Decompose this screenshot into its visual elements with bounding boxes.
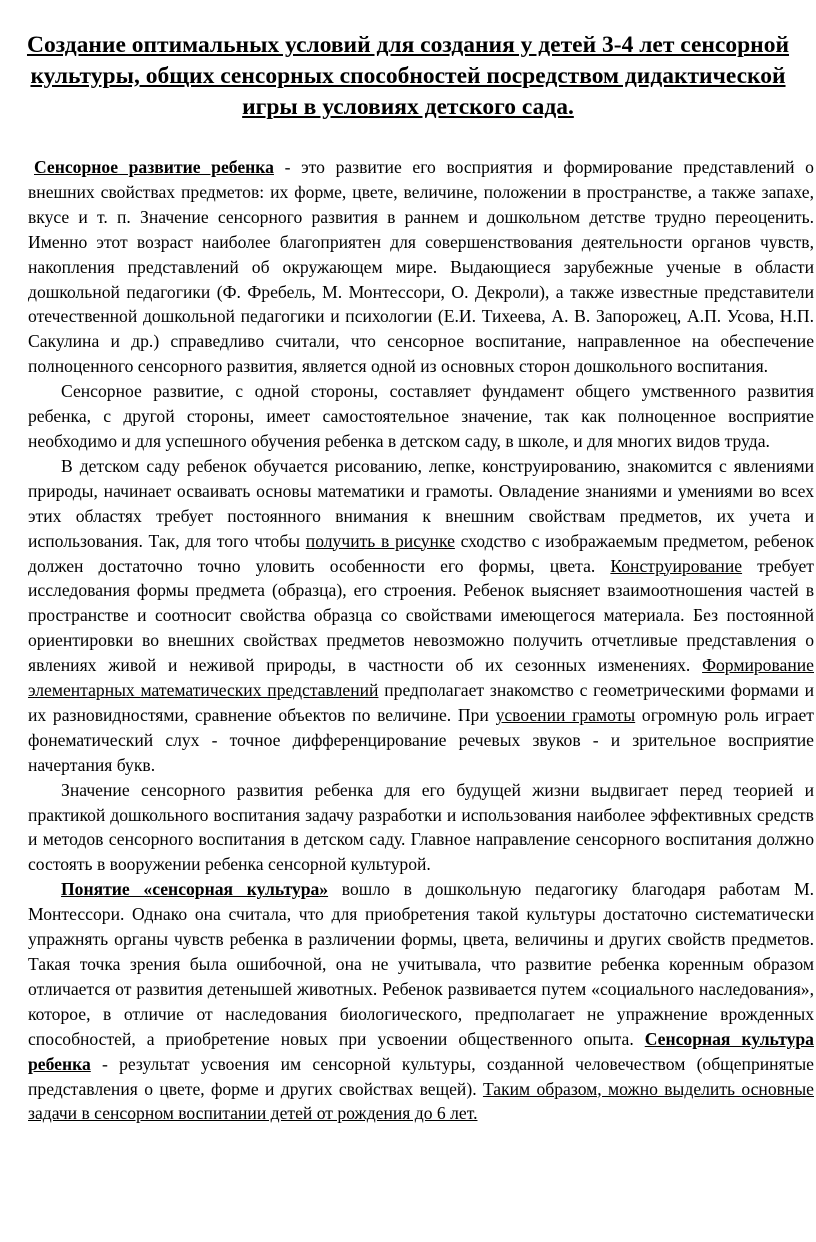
document-title: Создание оптимальных условий для создания у детей 3-4 лет сенсорной культуры, общих сенсорных способностей посредством дидактической игры в условиях детского сада. [26, 32, 790, 120]
paragraph-3-text-5: огромную роль играет фонематический слух - точное дифференцирование речевых звуков - и зрительное восприятие начертания букв. [28, 704, 814, 775]
paragraph-3-text-3: требует исследования формы предмета (образца), его строения. Ребенок выясняет взаимоотношения частей в пространстве и соотносит свойства образца со свойствами имеющегося материала. Без постоянной ориентировки во внешних свойствах предметов невозможно получить отчетливые представления о явлениях живой и неживой природы, в частности об их сезонных изменениях. [28, 555, 814, 676]
term-sensory-development: Сенсорное развитие ребенка [34, 157, 274, 177]
paragraph-5 [28, 877, 814, 1126]
underlined-conclusion: Таким образом, можно выделить основные задачи в сенсорном воспитании детей от рождения до 6 лет. [28, 1078, 814, 1124]
underlined-math: Формирование элементарных математических представлений [28, 655, 814, 701]
term-sensory-culture-concept: Понятие «сенсорная культура» [61, 879, 329, 900]
underlined-literacy: усвоении грамоты [495, 704, 636, 725]
term-child-sensory-culture: Сенсорная культура ребенка [28, 1028, 814, 1074]
underlined-construction: Конструирование [610, 555, 743, 576]
paragraph-3-text-1: В детском саду ребенок обучается рисованию, лепке, конструированию, знакомится с явлениями природы, начинает осваивать основы математики и грамоты. Овладение знаниями и умениями во всех этих областях требует постоянного внимания к внешним свойствам предметов, их учета и использования. Так, для того чтобы [28, 455, 814, 551]
paragraph-4: Значение сенсорного развития ребенка для его будущей жизни выдвигает перед теорией и практикой дошкольного воспитания задачу разработки и использования наиболее эффективных средств и методов сенсорного воспитания в детском саду. Главное направление сенсорного воспитания должно состоять в вооружении ребенка сенсорной культурой. [28, 779, 814, 875]
underlined-drawing: получить в рисунке [305, 530, 455, 551]
paragraph-5-text-2: - результат усвоения им сенсорной культуры, созданной человечеством (общепринятые представления о цвете, форме и других свойствах вещей). [28, 1053, 814, 1099]
paragraph-1-text: - это развитие его восприятия и формирование представлений о внешних свойствах предметов: их форме, цвете, величине, положении в пространстве, а также запахе, вкусе и т. п. Значение сенсорного развития в раннем и дошкольном детстве трудно переоценить. Именно этот возраст наиболее благоприятен для совершенствования деятельности органов чувств, накопления представлений об окружающем мире. Выдающиеся зарубежные ученые в области дошкольной педагогики (Ф. Фребель, М. Монтессори, О. Декроли), а также известные представители отечественной дошкольной педагогики и психологии (Е.И. Тихеева, А. В. Запорожец, А.П. Усова, Н.П. Сакулина и др.) справедливо считали, что сенсорное воспитание, направленное на обеспечение полноценного сенсорного развития, является одной из основных сторон дошкольного воспитания. [28, 157, 814, 377]
paragraph-3-text-2: сходство с изображаемым предметом, ребенок должен достаточно точно уловить особенности его формы, цвета. [28, 530, 814, 576]
document-body [28, 155, 814, 1126]
paragraph-3-text-4: предполагает знакомство с геометрическими формами и их разновидностями, сравнение объектов по величине. При [28, 680, 814, 725]
paragraph-1 [28, 155, 814, 379]
paragraph-3 [28, 454, 814, 778]
paragraph-2: Сенсорное развитие, с одной стороны, составляет фундамент общего умственного развития ребенка, с другой стороны, имеет самостоятельное значение, так как полноценное восприятие необходимо и для успешного обучения ребенка в детском саду, в школе, и для многих видов труда. [28, 381, 814, 451]
paragraph-5-text-1: вошло в дошкольную педагогику благодаря работам М. Монтессори. Однако она считала, что для приобретения такой культуры достаточно систематически упражнять органы чувств ребенка в различении формы, цвета, величины и других свойств предметов. Такая точка зрения была ошибочной, она не учитывала, что развитие ребенка коренным образом отличается от развития детенышей животных. Ребенок развивается путем «социального наследования», которое, в отличие от наследования биологического, предполагает не упражнение врожденных способностей, а приобретение новых при усвоении общественного опыта. [28, 879, 815, 1049]
